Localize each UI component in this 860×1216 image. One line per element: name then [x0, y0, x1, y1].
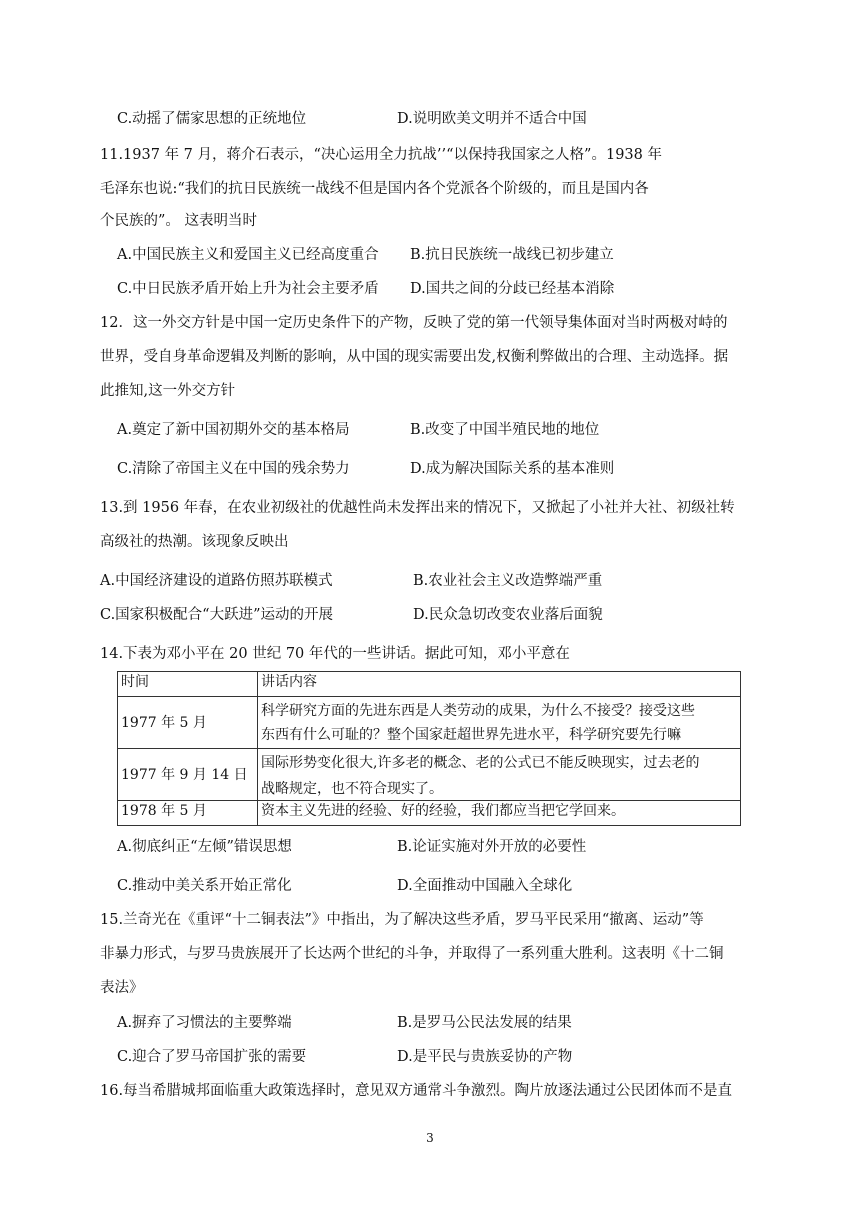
table-cell-content-line2: 东西有什么可耻的？整个国家赶超世界先进水平，科学研究要先行嘛: [261, 727, 681, 743]
q15-option-c: C.迎合了罗马帝国扩张的需要: [117, 1049, 307, 1065]
table-cell-content-line1: 科学研究方面的先进东西是人类劳动的成果，为什么不接受？接受这些: [261, 703, 695, 719]
table-header-row: [118, 672, 741, 697]
q15-stem-line1: 15.兰奇光在《重评“十二铜表法”》中指出，为了解决这些矛盾，罗马平民采用“撤离、运动”等: [100, 912, 704, 928]
q11-stem-line1: 11.1937 年 7 月，蒋介石表示，“决心运用全力抗战’’“以保持我国家之人格”。1938 年: [100, 147, 662, 163]
q11-option-a: A.中国民族主义和爱国主义已经高度重合: [117, 247, 379, 263]
table-row: [118, 749, 741, 801]
table-header-time: 时间: [118, 672, 258, 697]
q11-stem-line3: 个民族的”。 这表明当时: [100, 213, 258, 229]
table-header-content: 讲话内容: [258, 672, 741, 697]
q14-stem-line1: 14.下表为邓小平在 20 世纪 70 年代的一些讲话。据此可知，邓小平意在: [100, 646, 570, 662]
q14-option-a: A.彻底纠正“左倾”错误思想: [117, 839, 292, 855]
q14-option-b: B.论证实施对外开放的必要性: [397, 839, 587, 855]
q13-stem-line2: 高级社的热潮。该现象反映出: [100, 534, 289, 550]
q12-stem-line1: 12．这一外交方针是中国一定历史条件下的产物，反映了党的第一代领导集体面对当时两极对峙的: [100, 315, 728, 331]
table-cell-time: 1977 年 9 月 14 日: [118, 749, 258, 801]
q14-option-c: C.推动中美关系开始正常化: [117, 878, 292, 894]
table-cell-content: [258, 749, 741, 801]
q11-stem-line2: 毛泽东也说:“我们的抗日民族统一战线不但是国内各个党派各个阶级的，而且是国内各: [100, 181, 649, 197]
q10-option-c: C.动摇了儒家思想的正统地位: [117, 111, 307, 127]
q13-option-d: D.民众急切改变农业落后面貌: [413, 607, 603, 623]
q12-option-d: D.成为解决国际关系的基本准则: [410, 461, 615, 477]
table-cell-content-line1: 国际形势变化很大,许多老的概念、老的公式已不能反映现实，过去老的: [261, 755, 700, 771]
q13-option-a: A.中国经济建设的道路仿照苏联模式: [100, 573, 333, 589]
q13-option-c: C.国家积极配合“大跃进”运动的开展: [100, 607, 334, 623]
q11-option-d: D.国共之间的分歧已经基本消除: [410, 281, 615, 297]
q16-stem-line1: 16.每当希腊城邦面临重大政策选择时，意见双方通常斗争激烈。陶片放逐法通过公民团体而不是直: [100, 1083, 733, 1099]
q15-option-b: B.是罗马公民法发展的结果: [397, 1015, 572, 1031]
table-row: [118, 697, 741, 749]
q14-option-d: D.全面推动中国融入全球化: [397, 878, 573, 894]
table-cell-content: 资本主义先进的经验、好的经验，我们都应当把它学回来。: [258, 801, 741, 826]
q12-option-a: A.奠定了新中国初期外交的基本格局: [117, 422, 350, 438]
table-row: [118, 801, 741, 826]
q11-option-b: B.抗日民族统一战线已初步建立: [410, 247, 614, 263]
q10-option-d: D.说明欧美文明并不适合中国: [397, 111, 587, 127]
q13-stem-line1: 13.到 1956 年春，在农业初级社的优越性尚未发挥出来的情况下，又掀起了小社并大社、初级社转: [100, 500, 735, 516]
table-cell-content-line2: 战略规定，也不符合现实了。: [261, 781, 443, 797]
q15-option-d: D.是平民与贵族妥协的产物: [397, 1049, 573, 1065]
q13-option-b: B.农业社会主义改造弊端严重: [413, 573, 603, 589]
q15-option-a: A.摒弃了习惯法的主要弊端: [117, 1015, 292, 1031]
q12-stem-line3: 此推知,这一外交方针: [100, 383, 236, 399]
q12-stem-line2: 世界，受自身革命逻辑及判断的影响，从中国的现实需要出发,权衡利弊做出的合理、主动选择。据: [100, 349, 729, 365]
q15-stem-line2: 非暴力形式，与罗马贵族展开了长达两个世纪的斗争，并取得了一系列重大胜利。这表明《十二铜: [100, 946, 724, 962]
table-cell-time: 1977 年 5 月: [118, 697, 258, 749]
q11-option-c: C.中日民族矛盾开始上升为社会主要矛盾: [117, 281, 379, 297]
table-cell-content: [258, 697, 741, 749]
page-number: 3: [426, 1131, 434, 1145]
table-cell-time: 1978 年 5 月: [118, 801, 258, 826]
q15-stem-line3: 表法》: [100, 980, 144, 996]
speech-table: [117, 671, 741, 826]
q12-option-b: B.改变了中国半殖民地的地位: [410, 422, 600, 438]
q12-option-c: C.清除了帝国主义在中国的残余势力: [117, 461, 350, 477]
